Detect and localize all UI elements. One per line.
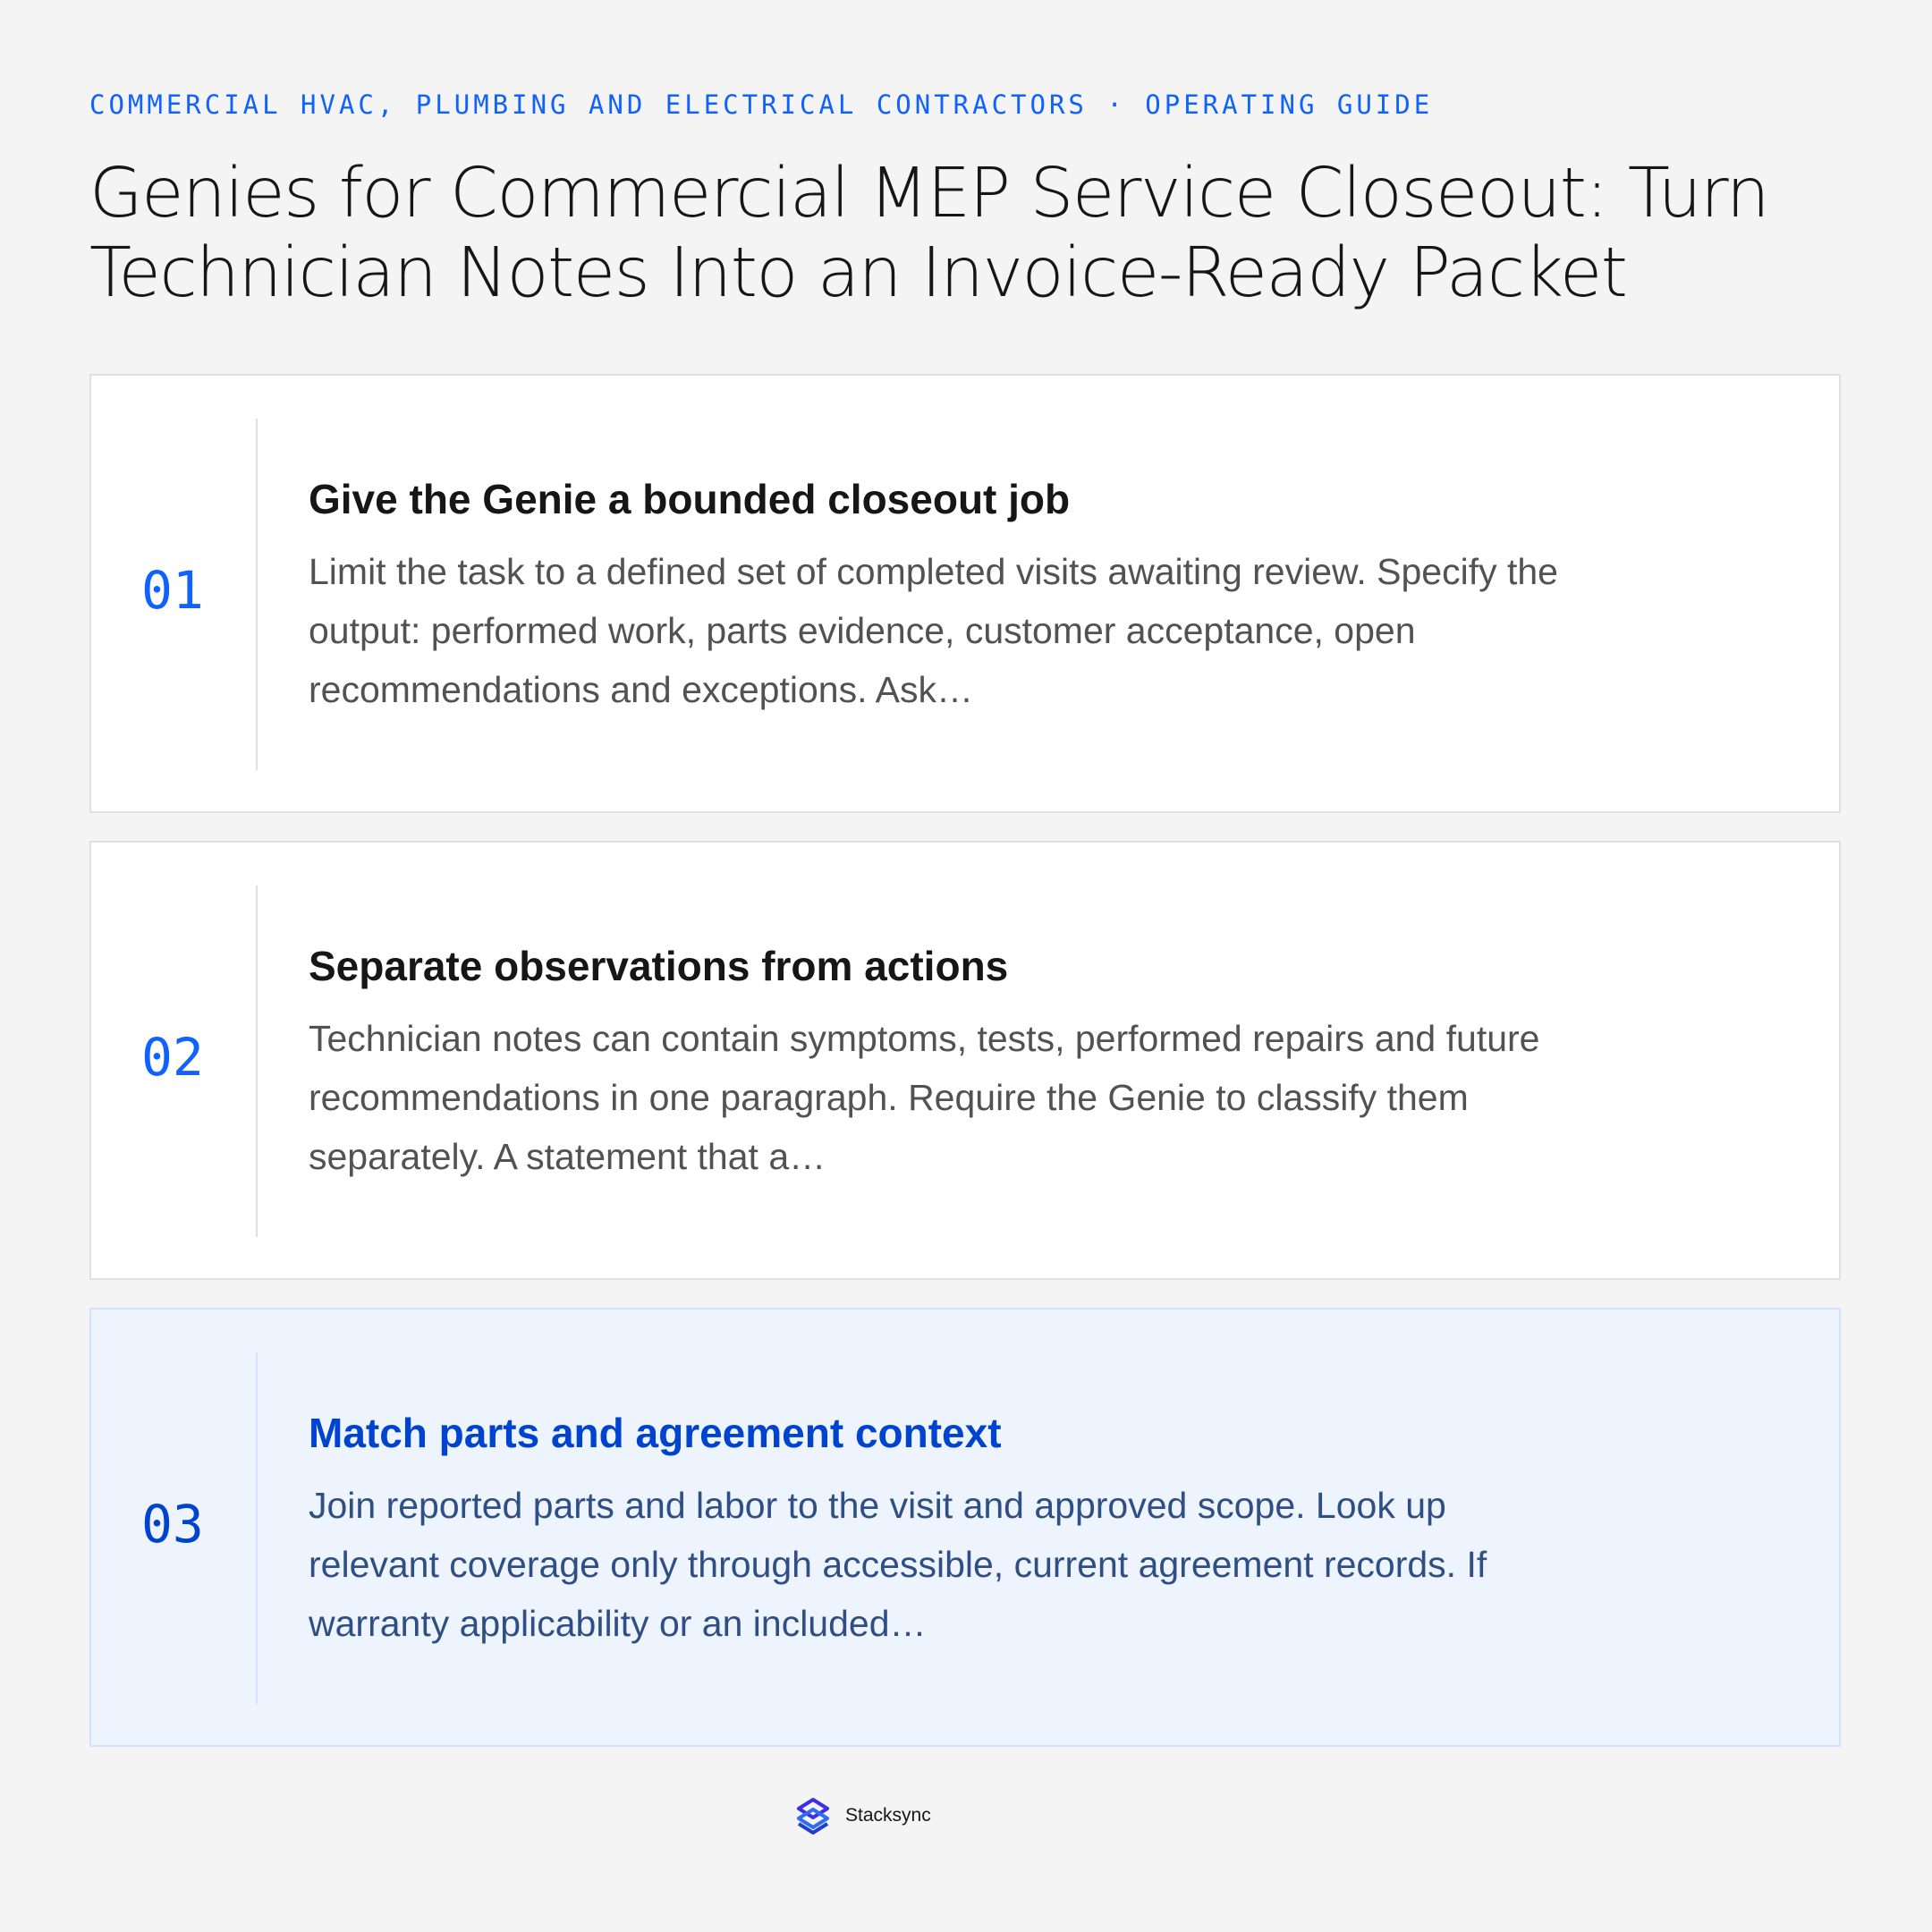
step-card-1 — [89, 374, 1841, 813]
step-title: Give the Genie a bounded closeout job — [309, 476, 1071, 522]
step-divider — [256, 419, 258, 770]
stacksync-layers-icon — [792, 1794, 835, 1837]
step-description: Join reported parts and labor to the visit and approved scope. Look up relevant coverage only through accessible, current agreement records. If warranty applicability or an included… — [309, 1485, 1487, 1644]
step-divider — [256, 886, 258, 1237]
step-number: 02 — [141, 1027, 204, 1088]
step-title: Separate observations from actions — [309, 943, 1009, 989]
step-divider — [256, 1352, 258, 1704]
brand-name: Stacksync — [845, 1805, 931, 1826]
step-number: 01 — [141, 560, 204, 621]
step-card-2 — [89, 841, 1841, 1280]
step-card-3 — [89, 1308, 1841, 1747]
footer-brand — [792, 1794, 931, 1837]
page-title: Genies for Commercial MEP Service Closeout: Turn Technician Notes Into an Invoice-Ready Packet — [89, 154, 1769, 313]
step-title: Match parts and agreement context — [309, 1410, 1002, 1456]
step-description: Limit the task to a defined set of completed visits awaiting review. Specify the output: performed work, parts evidence, customer acceptance, open recommendations and exceptions. Ask… — [309, 551, 1558, 710]
step-number: 03 — [141, 1494, 204, 1555]
eyebrow-label: COMMERCIAL HVAC, PLUMBING AND ELECTRICAL CONTRACTORS · OPERATING GUIDE — [89, 89, 1434, 120]
step-description: Technician notes can contain symptoms, tests, performed repairs and future recommendations in one paragraph. Require the Genie to classify them separately. A statement that a… — [309, 1018, 1540, 1177]
guide-page — [89, 0, 1843, 1932]
